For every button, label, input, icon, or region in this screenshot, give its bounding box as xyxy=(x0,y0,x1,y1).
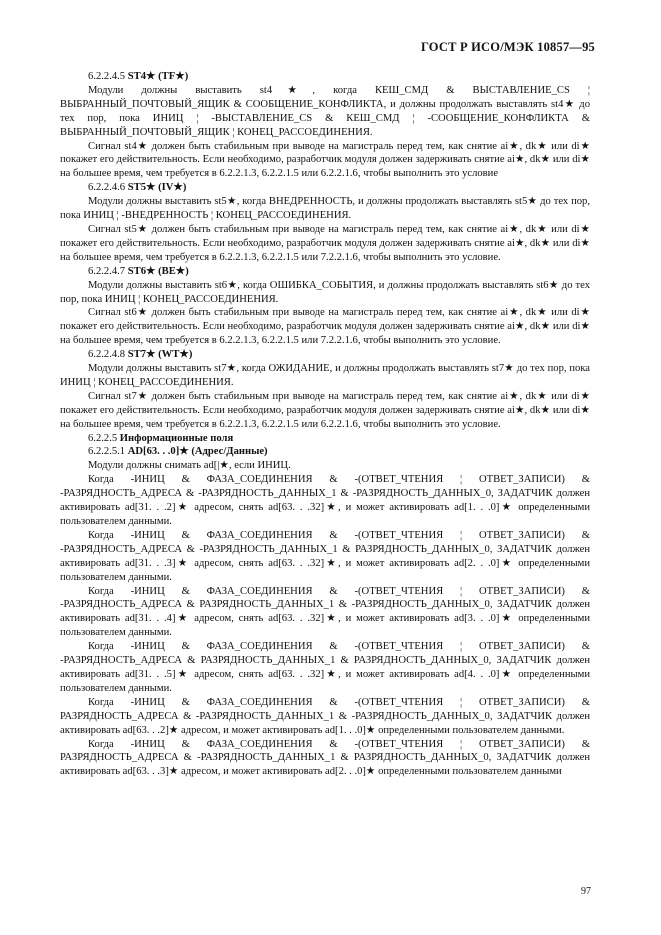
paragraph: Модули должны выставить st7★, когда ОЖИДАНИЕ, и должны продолжать выставлять st7★ до тех пор, пока ИНИЦ ¦ КОНЕЦ_РАССОЕДИНЕНИЯ. xyxy=(60,363,590,388)
document-body xyxy=(60,70,590,779)
paragraph: Модули должны выставить st5★, когда ВНЕДРЕННОСТЬ, и должны продолжать выставлять st5★ до тех пор, пока ИНИЦ ¦ -ВНЕДРЕННОСТЬ ¦ КОНЕЦ_РАССОЕДИНЕНИЯ. xyxy=(60,196,590,222)
page-number: 97 xyxy=(581,886,591,897)
document-header: ГОСТ Р ИСО/МЭК 10857—95 xyxy=(420,40,595,54)
paragraph: Когда -ИНИЦ & ФАЗА_СОЕДИНЕНИЯ & -(ОТВЕТ_ЧТЕНИЯ ¦ ОТВЕТ_ЗАПИСИ) & РАЗРЯДНОСТЬ_АДРЕСА & -РАЗРЯДНОСТЬ_ДАННЫХ_1 & РАЗРЯДНОСТЬ_ДАННЫХ_0, ЗАДАТЧИК должен активировать ad[63. . .3]★ адресом, и может активировать ad[2. . .0]★ определенными пользователем данными xyxy=(60,738,590,778)
paragraph: Модули должны выставить st6★, когда ОШИБКА_СОБЫТИЯ, и должны продолжать выставлять st6★ до тех пор, пока ИНИЦ ¦ КОНЕЦ_РАССОЕДИНЕНИЯ. xyxy=(60,279,590,305)
paragraph: Модули должны снимать ad[|★, если ИНИЦ. xyxy=(88,460,291,472)
paragraph: Модули должны выставить st4★, когда КЕШ_СМД & ВЫСТАВЛЕНИЕ_CS ¦ ВЫБРАННЫЙ_ПОЧТОВЫЙ_ЯЩИК & СООБЩЕНИЕ_КОНФЛИКТА, и должны продолжать выставлять st4★ до тех пор, пока ИНИЦ ¦ -ВЫСТАВЛЕНИЕ_CS & КЕШ_СМД ¦ -СООБЩЕНИЕ_КОНФЛИКТА & ВЫБРАННЫЙ_ПОЧТОВЫЙ_ЯЩИК ¦ КОНЕЦ_РАССОЕДИНЕНИЯ. xyxy=(60,84,590,138)
paragraph: Сигнал st7★ должен быть стабильным при выводе на магистраль перед тем, как снятие ai★, dk★ или di★ покажет его действительность. Если необходимо, разработчик модуля должен задерживать снятие ai★, dk★ или di★ на большее время, чем требуется в 6.2.2.1.3, 6.2.2.1.5 или 6.2.2.1.6, чтобы выполнить это условие. xyxy=(60,390,590,430)
paragraph: Когда -ИНИЦ & ФАЗА_СОЕДИНЕНИЯ & -(ОТВЕТ_ЧТЕНИЯ ¦ ОТВЕТ_ЗАПИСИ) & -РАЗРЯДНОСТЬ_АДРЕСА & РАЗРЯДНОСТЬ_ДАННЫХ_1 & РАЗРЯДНОСТЬ_ДАННЫХ_0, ЗАДАТЧИК должен активировать ad[31. . .5]★ адресом, снять ad[63. . .32]★, и может активировать ad[4. . .0]★ определенными пользователем данными. xyxy=(60,641,590,694)
section-heading-info-fields: 6.2.2.5 Информационные поля xyxy=(88,432,234,444)
section-heading-st5: 6.2.2.4.6 ST5★ (IV★) xyxy=(88,182,187,194)
paragraph: Когда -ИНИЦ & ФАЗА_СОЕДИНЕНИЯ & -(ОТВЕТ_ЧТЕНИЯ ¦ ОТВЕТ_ЗАПИСИ) & -РАЗРЯДНОСТЬ_АДРЕСА & РАЗРЯДНОСТЬ_ДАННЫХ_1 & -РАЗРЯДНОСТЬ_ДАННЫХ_0, ЗАДАТЧИК должен активировать ad[31. . .4]★ адресом, снять ad[63. . .32]★, и может активировать ad[3. . .0]★ определенными пользователем данными. xyxy=(60,585,590,639)
paragraph: Когда -ИНИЦ & ФАЗА_СОЕДИНЕНИЯ & -(ОТВЕТ_ЧТЕНИЯ ¦ ОТВЕТ_ЗАПИСИ) & -РАЗРЯДНОСТЬ_АДРЕСА & -РАЗРЯДНОСТЬ_ДАННЫХ_1 & -РАЗРЯДНОСТЬ_ДАННЫХ_0, ЗАДАТЧИК должен активировать ad[31. . .2]★ адресом, снять ad[63. . .32]★, и может активировать ad[1. . .0]★ определенными пользователем данными. xyxy=(60,474,590,527)
section-heading-st4: 6.2.2.4.5 ST4★ (TF★) xyxy=(88,71,189,82)
paragraph: Сигнал st4★ должен быть стабильным при выводе на магистраль перед тем, как снятие ai★, dk★ или di★ покажет его действительность. Если необходимо, разработчик модуля должен задерживать снятие ai★, dk★ или di★ на большее время, чем требуется в 6.2.2.1.3, 6.2.2.1.5 или 6.2.2.1.6, чтобы выполнить это условие xyxy=(60,140,590,180)
section-heading-st6: 6.2.2.4.7 ST6★ (BE★) xyxy=(88,265,189,277)
paragraph: Сигнал st5★ должен быть стабильным при выводе на магистраль перед тем, как снятие ai★, dk★ или di★ покажет его действительность. Если необходимо, разработчик модуля должен задерживать снятие ai★, dk★ или di★ на большее время, чем требуется в 6.2.2.1.3, 6.2.2.1.5 или 7.2.2.1.6, чтобы выполнить это условие. xyxy=(60,223,590,263)
section-heading-st7: 6.2.2.4.8 ST7★ (WT★) xyxy=(88,349,193,361)
paragraph: Сигнал st6★ должен быть стабильным при выводе на магистраль перед тем, как снятие ai★, dk★ или di★ покажет его действительность. Если необходимо, разработчик модуля должен задерживать снятие ai★, dk★ или di★ на большее время, чем требуется в 6.2.2.1.3, 6.2.2.1.5 или 7.2.2.1.6, чтобы выполнить это условие. xyxy=(60,307,590,347)
paragraph: Когда -ИНИЦ & ФАЗА_СОЕДИНЕНИЯ & -(ОТВЕТ_ЧТЕНИЯ ¦ ОТВЕТ_ЗАПИСИ) & -РАЗРЯДНОСТЬ_АДРЕСА & -РАЗРЯДНОСТЬ_ДАННЫХ_1 & РАЗРЯДНОСТЬ_ДАННЫХ_0, ЗАДАТЧИК должен активировать ad[31. . .3]★ адресом, снять ad[63. . .32]★, и может активировать ad[2. . .0]★ определенными пользователем данными. xyxy=(60,529,590,583)
paragraph: Когда -ИНИЦ & ФАЗА_СОЕДИНЕНИЯ & -(ОТВЕТ_ЧТЕНИЯ ¦ ОТВЕТ_ЗАПИСИ) & РАЗРЯДНОСТЬ_АДРЕСА & -РАЗРЯДНОСТЬ_ДАННЫХ_1 & -РАЗРЯДНОСТЬ_ДАННЫХ_0, ЗАДАТЧИК должен активировать ad[63. . .2]★ адресом, и может активировать ad[1. . .0]★ определенными пользователем данными. xyxy=(60,696,590,736)
section-heading-ad: 6.2.2.5.1 AD[63. . .0]★ (Адрес/Данные) xyxy=(88,446,268,458)
